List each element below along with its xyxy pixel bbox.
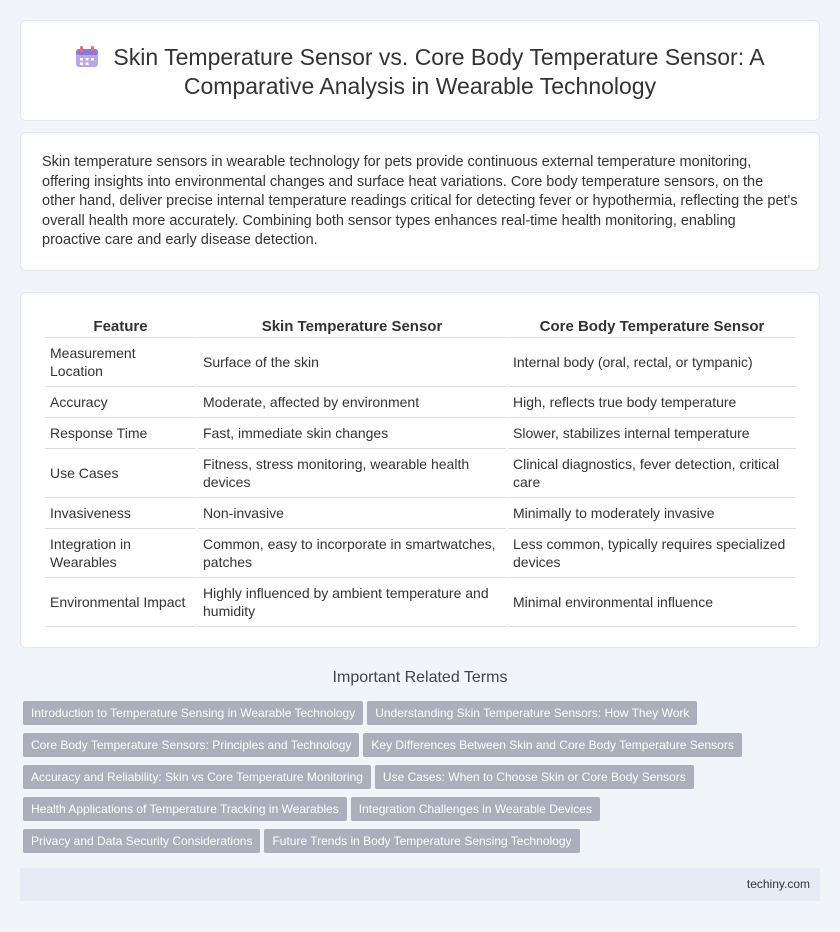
table-header-row	[45, 315, 796, 338]
header-core-sensor: Core Body Temperature Sensor	[508, 315, 796, 338]
intro-card	[20, 132, 820, 271]
title-card	[20, 20, 820, 121]
core-cell: Internal body (oral, rectal, or tympanic)	[508, 338, 796, 387]
header-skin-sensor: Skin Temperature Sensor	[198, 315, 506, 338]
tag-row	[23, 829, 823, 861]
related-term-link[interactable]: Accuracy and Reliability: Skin vs Core Temperature Monitoring	[23, 765, 371, 789]
core-cell: Less common, typically requires specialized devices	[508, 529, 796, 578]
comparison-card	[20, 292, 820, 648]
table-row	[45, 418, 796, 449]
skin-cell: Common, easy to incorporate in smartwatches, patches	[198, 529, 506, 578]
table-row	[45, 529, 796, 578]
footer	[20, 868, 820, 901]
calendar-icon	[75, 46, 99, 68]
skin-cell: Surface of the skin	[198, 338, 506, 387]
feature-cell: Invasiveness	[45, 498, 196, 529]
skin-cell: Highly influenced by ambient temperature and humidity	[198, 578, 506, 627]
feature-cell: Use Cases	[45, 449, 196, 498]
related-term-link[interactable]: Future Trends in Body Temperature Sensing Technology	[264, 829, 579, 853]
core-cell: Slower, stabilizes internal temperature	[508, 418, 796, 449]
feature-cell: Response Time	[45, 418, 196, 449]
core-cell: Minimal environmental influence	[508, 578, 796, 627]
table-row	[45, 387, 796, 418]
page-title-text: Skin Temperature Sensor vs. Core Body Temperature Sensor: A Comparative Analysis in Wearable Technology	[113, 44, 765, 99]
table-row	[45, 338, 796, 387]
tag-row	[23, 765, 823, 797]
table-row	[45, 498, 796, 529]
skin-cell: Non-invasive	[198, 498, 506, 529]
footer-site-link[interactable]: techiny.com	[746, 877, 810, 891]
related-term-link[interactable]: Privacy and Data Security Considerations	[23, 829, 260, 853]
tag-row	[23, 733, 823, 765]
core-cell: Clinical diagnostics, fever detection, critical care	[508, 449, 796, 498]
header-feature: Feature	[45, 315, 196, 338]
intro-paragraph: Skin temperature sensors in wearable technology for pets provide continuous external temperature monitoring, offering insights into environmental changes and surface heat variations. Core body temperature sensors, on the other hand, deliver precise internal temperature readings critical for detecting fever or hypothermia, reflecting the pet's overall health more accurately. Combining both sensor types enhances real-time health monitoring, enabling proactive care and early disease detection.	[42, 154, 798, 248]
related-term-link[interactable]: Health Applications of Temperature Tracking in Wearables	[23, 797, 347, 821]
related-term-link[interactable]: Key Differences Between Skin and Core Body Temperature Sensors	[363, 733, 741, 757]
related-term-link[interactable]: Integration Challenges in Wearable Devices	[351, 797, 600, 821]
related-term-link[interactable]: Use Cases: When to Choose Skin or Core Body Sensors	[375, 765, 694, 789]
related-term-link[interactable]: Understanding Skin Temperature Sensors: How They Work	[367, 701, 697, 725]
related-terms-list	[23, 701, 823, 861]
page-title	[61, 43, 779, 101]
table-row	[45, 449, 796, 498]
related-term-link[interactable]: Introduction to Temperature Sensing in Wearable Technology	[23, 701, 363, 725]
feature-cell: Accuracy	[45, 387, 196, 418]
skin-cell: Fitness, stress monitoring, wearable health devices	[198, 449, 506, 498]
tag-row	[23, 797, 823, 829]
core-cell: High, reflects true body temperature	[508, 387, 796, 418]
tag-row	[23, 701, 823, 733]
comparison-table	[43, 315, 798, 627]
related-term-link[interactable]: Core Body Temperature Sensors: Principles and Technology	[23, 733, 359, 757]
core-cell: Minimally to moderately invasive	[508, 498, 796, 529]
feature-cell: Environmental Impact	[45, 578, 196, 627]
feature-cell: Measurement Location	[45, 338, 196, 387]
table-row	[45, 578, 796, 627]
skin-cell: Fast, immediate skin changes	[198, 418, 506, 449]
skin-cell: Moderate, affected by environment	[198, 387, 506, 418]
related-terms-heading: Important Related Terms	[332, 669, 508, 686]
feature-cell: Integration in Wearables	[45, 529, 196, 578]
